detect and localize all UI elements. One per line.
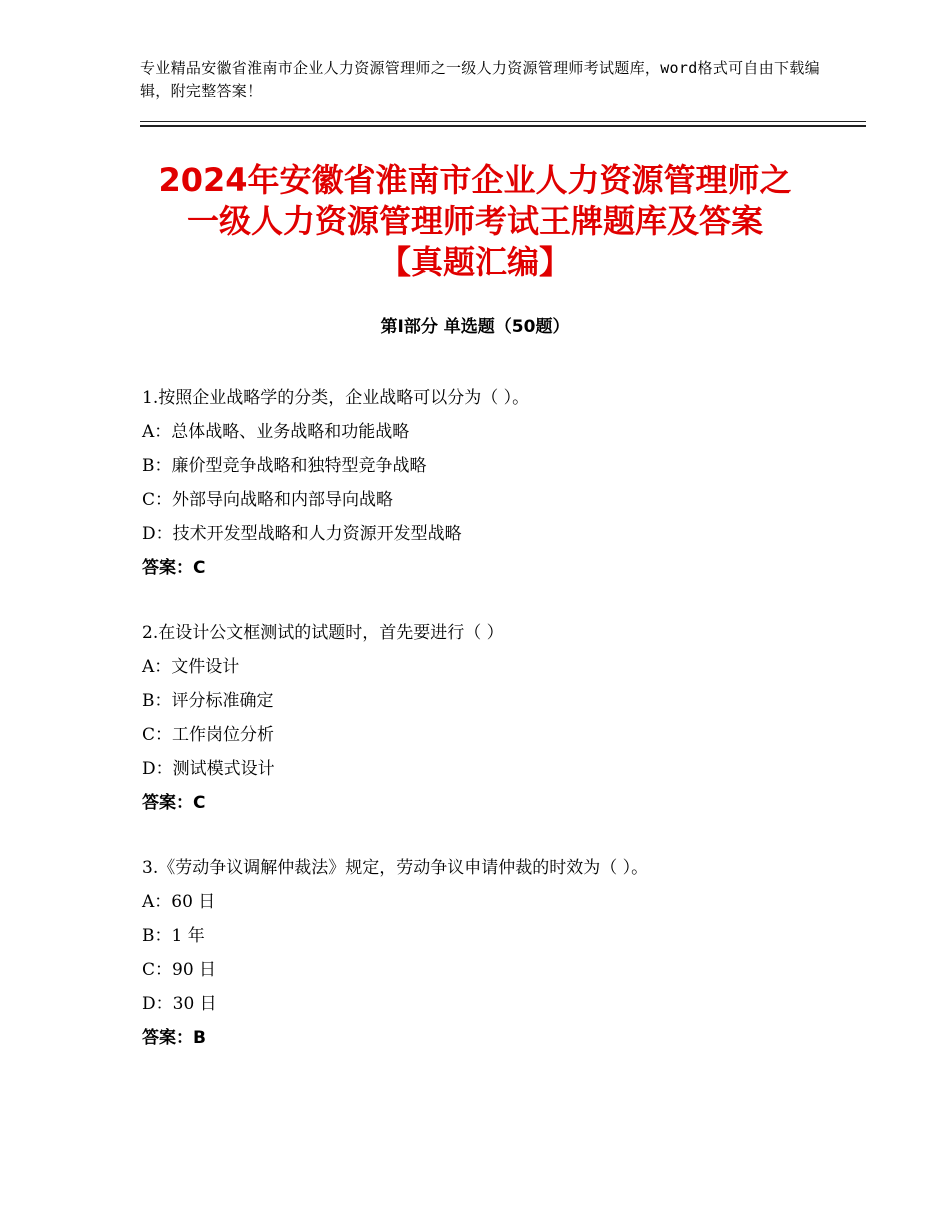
header-rule-thick: [140, 125, 866, 127]
question-3: [142, 851, 862, 1055]
answer-label: 答案：B: [142, 1028, 206, 1048]
answer-label: 答案：C: [142, 558, 206, 578]
title-line-1: 2024年安徽省淮南市企业人力资源管理师之: [158, 161, 792, 199]
option-c: C：工作岗位分析: [142, 725, 275, 745]
option-d: D：测试模式设计: [142, 759, 275, 779]
option-a: A：文件设计: [142, 657, 240, 677]
question-stem: 1.按照企业战略学的分类，企业战略可以分为（ ）。: [142, 388, 530, 408]
question-1: [142, 381, 862, 585]
option-d: D：技术开发型战略和人力资源开发型战略: [142, 524, 462, 544]
option-b: B：1 年: [142, 926, 205, 946]
option-c: C：90 日: [142, 960, 217, 980]
header-rule-thin: [140, 121, 866, 122]
answer-label: 答案：C: [142, 793, 206, 813]
option-a: A：60 日: [142, 892, 216, 912]
question-list: [142, 381, 862, 1086]
question-stem: 3.《劳动争议调解仲裁法》规定，劳动争议申请仲裁的时效为（ ）。: [142, 858, 649, 878]
option-a: A：总体战略、业务战略和功能战略: [142, 422, 410, 442]
option-b: B：廉价型竞争战略和独特型竞争战略: [142, 456, 427, 476]
title-line-2: 一级人力资源管理师考试王牌题库及答案: [186, 202, 763, 240]
question-2: [142, 616, 862, 820]
option-b: B：评分标准确定: [142, 691, 274, 711]
option-d: D：30 日: [142, 994, 217, 1014]
document-title: [100, 160, 850, 283]
header-note: 专业精品安徽省淮南市企业人力资源管理师之一级人力资源管理师考试题库，word格式可自由下载编辑，附完整答案！: [140, 59, 820, 100]
option-c: C：外部导向战略和内部导向战略: [142, 490, 394, 510]
question-stem: 2.在设计公文框测试的试题时，首先要进行（ ）: [142, 623, 504, 643]
section-heading: 第Ⅰ部分 单选题（50题）: [380, 317, 570, 337]
title-line-3: 【真题汇编】: [378, 243, 571, 281]
